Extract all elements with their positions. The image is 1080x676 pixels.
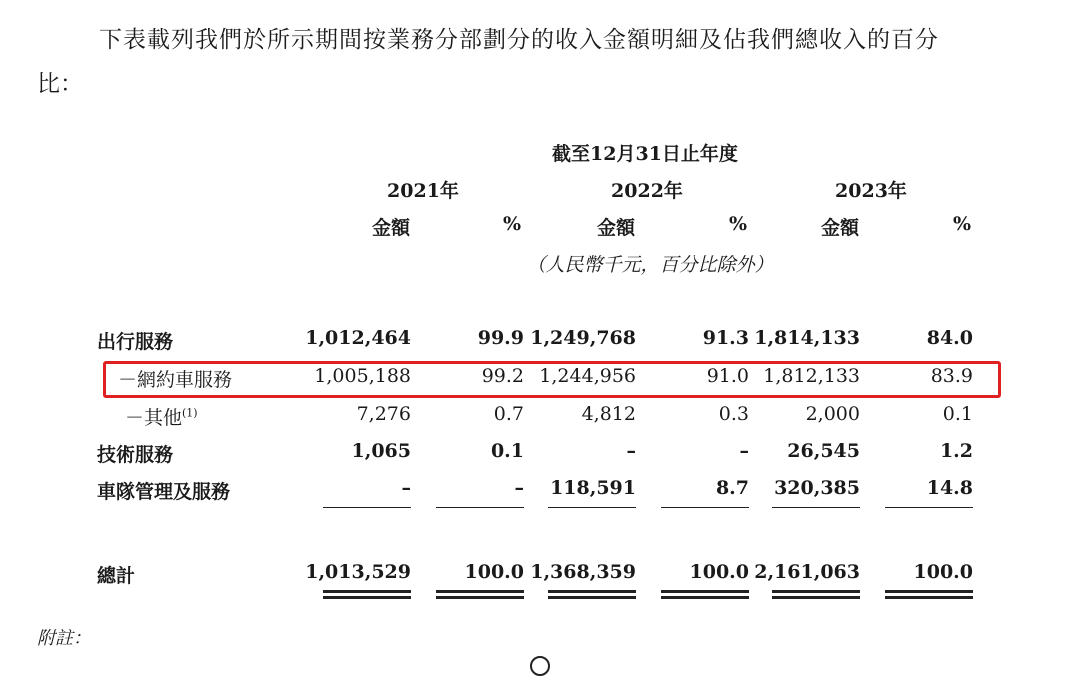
cell: 2,000 [805,403,860,425]
row-label: －網約車服務 [118,369,233,391]
total-double-rule [885,590,973,593]
cell: 14.8 [926,477,973,499]
cell: 0.3 [718,403,749,425]
cell: 0.1 [942,403,973,425]
cell: 1,812,133 [763,365,860,387]
row-label: 車隊管理及服務 [97,481,231,503]
total-double-rule [548,590,636,593]
cell: 118,591 [550,477,636,499]
cell: 99.9 [477,327,524,349]
cell: 1,013,529 [305,561,411,583]
cell: 8.7 [715,477,749,499]
subtotal-rule [772,507,860,508]
cell: 100.0 [913,561,973,583]
cell: 1,244,956 [539,365,636,387]
subtotal-rule [323,507,411,508]
cell: 1.2 [939,440,973,462]
period-header: 截至12月31日止年度 [552,143,738,165]
total-double-rule [548,596,636,599]
intro-line-2: 比： [37,71,83,97]
year-header-2021: 2021年 [387,180,459,202]
unit-note: （人民幣千元，百分比除外） [526,254,774,276]
year-header-2023: 2023年 [835,180,907,202]
percent-header-2021: % [503,213,522,235]
amount-header-2021: 金額 [372,217,411,239]
percent-header-2023: % [953,213,972,235]
cell: 0.7 [493,403,524,425]
row-label: 出行服務 [97,331,174,353]
table-row [0,327,1080,357]
total-double-rule [323,590,411,593]
cell: 91.0 [706,365,749,387]
subtotal-rule [548,507,636,508]
cell: 320,385 [774,477,860,499]
total-double-rule [436,596,524,599]
total-double-rule [772,590,860,593]
cell: 1,005,188 [314,365,411,387]
cell: 1,368,359 [530,561,636,583]
row-label: 技術服務 [97,444,174,466]
cell: 91.3 [702,327,749,349]
subtotal-rule [436,507,524,508]
cell: 100.0 [689,561,749,583]
cell: 84.0 [926,327,973,349]
cell: 2,161,063 [754,561,860,583]
subtotal-rule [661,507,749,508]
cell: – [514,477,524,499]
year-header-2022: 2022年 [611,180,683,202]
total-double-rule [885,596,973,599]
cell: – [626,440,636,462]
total-double-rule [661,596,749,599]
total-double-rule [661,590,749,593]
cell: – [739,440,749,462]
cell: 4,812 [581,403,636,425]
cell: 99.2 [481,365,524,387]
table-row [0,440,1080,470]
row-label [125,403,198,430]
cell: 83.9 [930,365,973,387]
cell: 1,012,464 [305,327,411,349]
total-double-rule [323,596,411,599]
row-label-text: －其他 [125,407,183,429]
footnote-heading: 附註： [37,628,91,649]
table-row [0,477,1080,507]
cell: 1,065 [351,440,411,462]
total-double-rule [436,590,524,593]
cell: 26,545 [787,440,860,462]
cell: 1,814,133 [754,327,860,349]
cell: – [401,477,411,499]
table-row [0,403,1080,433]
intro-paragraph [37,18,1047,106]
subtotal-rule [885,507,973,508]
total-row [0,561,1080,591]
amount-header-2023: 金額 [821,217,860,239]
intro-line-1: 下表載列我們於所示期間按業務分部劃分的收入金額明細及佔我們總收入的百分 [99,27,939,53]
cell: 0.1 [490,440,524,462]
amount-header-2022: 金額 [597,217,636,239]
circle-mark-icon [530,656,550,676]
total-double-rule [772,596,860,599]
cell: 100.0 [464,561,524,583]
total-label: 總計 [97,565,136,587]
footnote-marker: (1) [182,406,198,420]
cell: 7,276 [356,403,411,425]
percent-header-2022: % [729,213,748,235]
highlight-box [103,361,1001,398]
cell: 1,249,768 [530,327,636,349]
